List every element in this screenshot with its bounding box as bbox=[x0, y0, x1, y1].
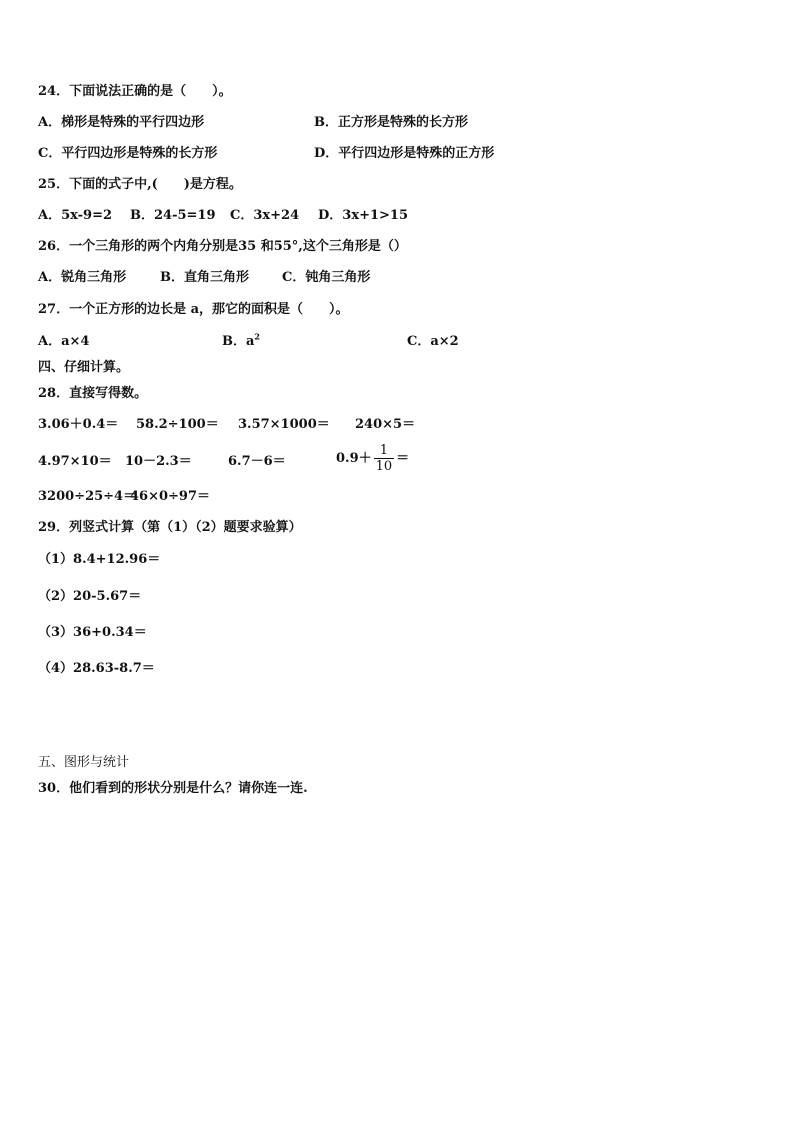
vertical-calc-4: （4）28.63-8.7＝ bbox=[38, 661, 155, 676]
calc-3-2: 46×0÷97＝ bbox=[130, 489, 211, 504]
question-25-option-a: A．5x-9=2 bbox=[38, 208, 113, 223]
fraction bbox=[374, 443, 395, 474]
vertical-calc-2: （2）20-5.67＝ bbox=[38, 589, 142, 604]
question-27-option-b-superscript: 2 bbox=[254, 331, 260, 342]
calc-2-4-prefix: 0.9＋ bbox=[336, 451, 372, 466]
fraction-denominator: 10 bbox=[375, 459, 393, 474]
calc-1-3: 3.57×1000＝ bbox=[238, 417, 330, 432]
question-25-stem: 25．下面的式子中,( )是方程。 bbox=[38, 177, 242, 192]
question-24-option-d: D．平行四边形是特殊的正方形 bbox=[314, 146, 495, 161]
question-27-stem: 27．一个正方形的边长是 a，那它的面积是（ ）。 bbox=[38, 302, 349, 317]
question-24-option-a: A．梯形是特殊的平行四边形 bbox=[38, 115, 205, 130]
question-27-option-a: A．a×4 bbox=[38, 334, 90, 349]
calc-1-4: 240×5＝ bbox=[355, 417, 416, 432]
question-27-option-b-text: B．a bbox=[222, 334, 255, 349]
question-28-stem: 28．直接写得数。 bbox=[38, 386, 148, 401]
question-24-stem: 24．下面说法正确的是（ ）。 bbox=[38, 84, 232, 99]
question-27-option-b bbox=[222, 331, 260, 350]
calc-2-4 bbox=[336, 440, 409, 478]
question-30-stem: 30．他们看到的形状分别是什么？请你连一连. bbox=[38, 781, 308, 796]
calc-1-1: 3.06＋0.4＝ bbox=[38, 417, 119, 432]
section-4-title: 四、仔细计算。 bbox=[38, 360, 130, 375]
calc-2-4-suffix: ＝ bbox=[396, 451, 410, 466]
vertical-calc-3: （3）36+0.34＝ bbox=[38, 625, 147, 640]
question-26-option-b: B．直角三角形 bbox=[160, 270, 249, 285]
question-29-stem: 29．列竖式计算（第（1）（2）题要求验算） bbox=[38, 520, 302, 535]
calc-1-2: 58.2÷100＝ bbox=[136, 417, 219, 432]
question-24-option-c: C．平行四边形是特殊的长方形 bbox=[38, 146, 218, 161]
calc-2-1: 4.97×10＝ bbox=[38, 454, 112, 469]
question-25-option-b: B．24-5=19 bbox=[130, 208, 216, 223]
question-26-option-c: C．钝角三角形 bbox=[282, 270, 371, 285]
calc-2-2: 10－2.3＝ bbox=[125, 454, 192, 469]
question-26-stem: 26．一个三角形的两个内角分别是35 和55°,这个三角形是（） bbox=[38, 239, 407, 254]
calc-2-3: 6.7－6＝ bbox=[228, 454, 286, 469]
question-26-option-a: A．锐角三角形 bbox=[38, 270, 127, 285]
question-24-option-b: B．正方形是特殊的长方形 bbox=[314, 115, 468, 130]
calc-3-1: 3200÷25÷4＝ bbox=[38, 489, 137, 504]
section-5-title: 五、图形与统计 bbox=[38, 755, 130, 770]
question-27-option-c: C．a×2 bbox=[407, 334, 459, 349]
fraction-numerator: 1 bbox=[379, 443, 389, 458]
vertical-calc-1: （1）8.4+12.96＝ bbox=[38, 552, 161, 567]
question-25-option-c: C．3x+24 bbox=[230, 208, 300, 223]
question-25-option-d: D．3x+1>15 bbox=[318, 208, 408, 223]
